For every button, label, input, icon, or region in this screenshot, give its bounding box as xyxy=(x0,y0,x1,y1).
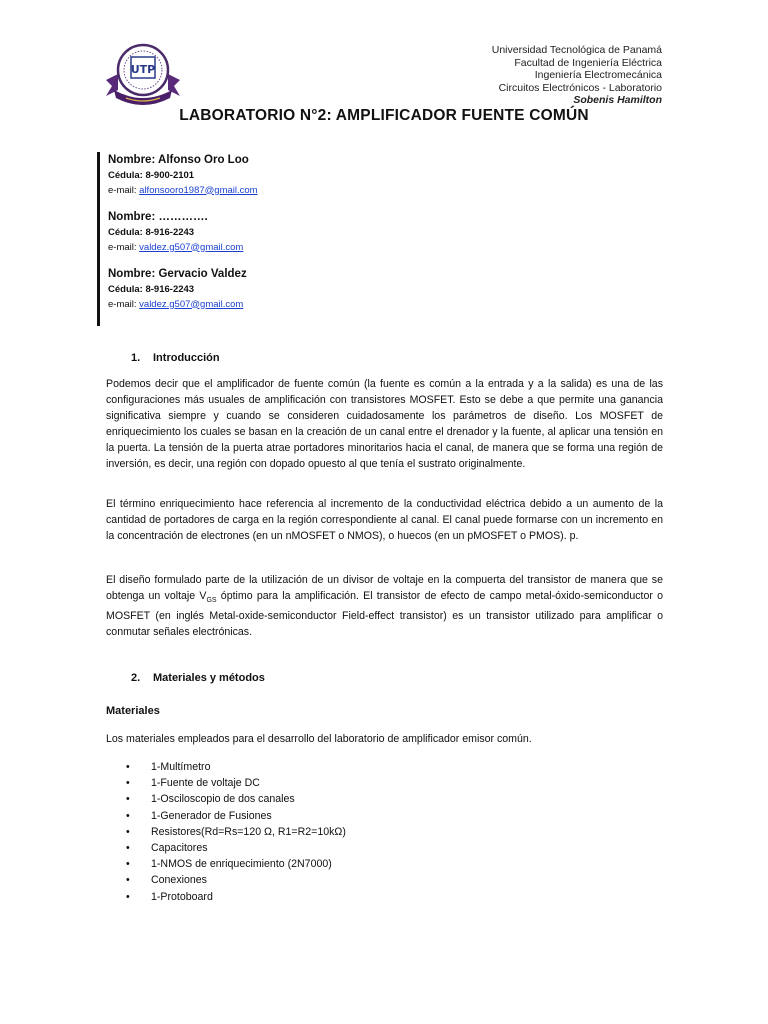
author-cedula: Cédula: 8-900-2101 xyxy=(108,170,195,181)
section-heading-materiales-metodos: 2. Materiales y métodos xyxy=(131,672,265,684)
intro-paragraph-1: Podemos decir que el amplificador de fuente común (la fuente es común a la entrada y a la salida) es una de las configuraciones más usuales de amplificación con transistores MOSFET. Esto se debe a que permite una ganancia significativa siempre y cuando se consideren cuidadosamente los parámetros de diseño. Los MOSFET de enriquecimiento los cuales se basan en la creación de un canal entre el drenador y la fuente, al aplicar una tensión en la puerta. La tensión de la puerta atrae portadores minoritarios hacia el canal, de manera que se forma una región de inversión, es decir, una región con dopado opuesto al que tenía el sustrato originalmente. xyxy=(106,378,663,470)
intro-paragraph-3: El diseño formulado parte de la utilización de un divisor de voltaje en la compuerta del transistor de manera que se obtenga un voltaje $V_{GS}$ óptimo para la amplificación. El transistor de efecto de campo metal-óxido-semiconductor o MOSFET (en inglés Metal-oxide-semiconductor Field-effect transistor) es un transistor utilizado para amplificar o conmutar señales electrónicas. xyxy=(106,574,663,638)
institution-line: Universidad Tecnológica de Panamá xyxy=(491,44,662,56)
author-email: e-mail: alfonsooro1987@gmail.com xyxy=(108,184,258,196)
materials-intro: Los materiales empleados para el desarrollo del laboratorio de amplificador emisor común. xyxy=(106,733,532,745)
email-link[interactable]: alfonsooro1987@gmail.com xyxy=(139,184,258,196)
section-heading-introduccion: 1. Introducción xyxy=(131,352,220,364)
bullet-icon: • xyxy=(126,841,130,854)
author-entry xyxy=(108,209,408,255)
author-name: Nombre: Gervacio Valdez xyxy=(108,268,247,280)
list-item: • 1-Osciloscopio de dos canales xyxy=(126,791,346,807)
email-link[interactable]: valdez.g507@gmail.com xyxy=(139,298,244,310)
subheading-materiales: Materiales xyxy=(106,705,160,717)
list-item: • 1-Multímetro xyxy=(126,759,346,775)
list-item: • Capacitores xyxy=(126,840,346,856)
bullet-icon: • xyxy=(126,809,130,822)
bullet-icon: • xyxy=(126,874,130,887)
author-name: Nombre: …………. xyxy=(108,211,208,223)
bullet-icon: • xyxy=(126,825,130,838)
bullet-icon: • xyxy=(126,858,130,871)
institution-line: Facultad de Ingeniería Eléctrica xyxy=(514,56,662,69)
institution-line: Circuitos Electrónicos - Laboratorio xyxy=(498,81,662,94)
materials-list xyxy=(126,759,346,905)
signature: Sobenis Hamilton xyxy=(573,94,662,106)
list-item: • Conexiones xyxy=(126,872,346,888)
list-item: • Resistores(Rd=Rs=120 Ω, R1=R2=10kΩ) xyxy=(126,824,346,840)
institution-header xyxy=(492,44,662,107)
bullet-icon: • xyxy=(126,777,130,790)
authors-block xyxy=(97,152,408,326)
bullet-icon: • xyxy=(126,890,130,903)
utp-seal-icon xyxy=(104,40,182,110)
svg-text:UTP: UTP xyxy=(130,63,156,76)
author-entry xyxy=(108,152,408,198)
bullet-icon: • xyxy=(126,761,130,773)
author-cedula: Cédula: 8-916-2243 xyxy=(108,284,195,295)
author-cedula: Cédula: 8-916-2243 xyxy=(108,227,195,238)
university-logo xyxy=(104,40,182,110)
list-item: • 1-NMOS de enriquecimiento (2N7000) xyxy=(126,856,346,872)
institution-line: Ingeniería Electromecánica xyxy=(534,69,662,81)
page-title: LABORATORIO N°2: AMPLIFICADOR FUENTE COMÚN xyxy=(179,107,589,124)
list-item: • 1-Generador de Fusiones xyxy=(126,808,346,824)
author-entry xyxy=(108,266,408,312)
email-link[interactable]: valdez.g507@gmail.com xyxy=(139,241,244,253)
list-item: • 1-Fuente de voltaje DC xyxy=(126,775,346,791)
intro-paragraph-2: El término enriquecimiento hace referencia al incremento de la conductividad eléctrica debido a un aumento de la cantidad de portadores de carga en la región correspondiente al canal. El canal puede formarse con un incremento en la concentración de electrones (en un nMOSFET o NMOS), o huecos (en un pMOSFET o PMOS). p. xyxy=(106,498,663,542)
bullet-icon: • xyxy=(126,793,130,806)
list-item: • 1-Protoboard xyxy=(126,889,346,905)
author-email: e-mail: valdez.g507@gmail.com xyxy=(108,298,244,310)
author-email: e-mail: valdez.g507@gmail.com xyxy=(108,241,244,253)
author-name: Nombre: Alfonso Oro Loo xyxy=(108,154,249,166)
